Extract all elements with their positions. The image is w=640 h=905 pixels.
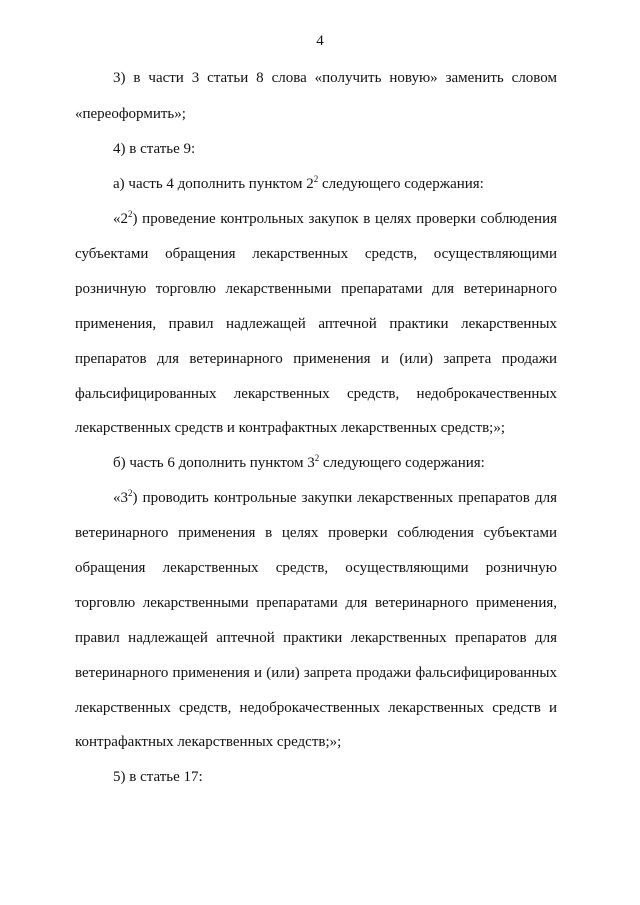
item-4b-intro (75, 453, 557, 473)
item-4b-quote-line-3: обращения лекарственных средств, осуществляющими розничную (75, 560, 557, 576)
item-4a-quote-line-3: розничную торговлю лекарственными препаратами для ветеринарного (75, 281, 557, 297)
item-4b-quote-line-2: ветеринарного применения в целях проверки соблюдения субъектами (75, 525, 557, 541)
item-4a-quote-line-1 (75, 209, 557, 229)
item-4a-intro-superscript: 2 (313, 174, 319, 184)
item-4a-quote-line-5: препаратов для ветеринарного применения и (или) запрета продажи (75, 351, 557, 367)
item-4b-quote-line-1 (75, 488, 557, 508)
item-4a-quote-line-2: субъектами обращения лекарственных средств, осуществляющими (75, 246, 557, 262)
item-5-heading: 5) в статье 17: (113, 769, 203, 785)
item-4b-intro-tail: следующего содержания: (319, 455, 485, 471)
item-4a-quote-superscript: 2 (128, 209, 133, 219)
item-4b-quote-line-8: контрафактных лекарственных средств;»; (75, 734, 342, 750)
item-4a-intro-text: а) часть 4 дополнить пунктом 2 (113, 176, 314, 192)
item-4a-quote-open: «2 (113, 211, 128, 227)
item-3-line-1: 3) в части 3 статьи 8 слова «получить новую» заменить словом (113, 70, 557, 86)
item-4b-quote-line-6: ветеринарного применения и (или) запрета продажи фальсифицированных (75, 665, 557, 681)
item-4-heading: 4) в статье 9: (113, 141, 196, 157)
item-4b-quote-line-4: торговлю лекарственными препаратами для ветеринарного применения, (75, 595, 557, 611)
item-4a-quote-text: ) проведение контрольных закупок в целях проверки соблюдения (132, 211, 557, 227)
item-4b-quote-text: ) проводить контрольные закупки лекарственных препаратов для (132, 490, 557, 506)
page-number: 4 (316, 33, 324, 49)
item-4a-intro-tail: следующего содержания: (318, 176, 484, 192)
item-3-line-2: «переоформить»; (75, 106, 186, 122)
item-4b-intro-superscript: 2 (314, 453, 320, 463)
item-4a-quote-line-6: фальсифицированных лекарственных средств, недоброкачественных (75, 386, 557, 402)
item-4b-quote-superscript: 2 (128, 488, 133, 498)
item-4a-intro (75, 174, 557, 194)
item-4b-quote-line-5: правил надлежащей аптечной практики лекарственных препаратов для (75, 630, 557, 646)
item-4b-intro-text: б) часть 6 дополнить пунктом 3 (113, 455, 315, 471)
item-4b-quote-open: «3 (113, 490, 128, 506)
item-4a-quote-line-7: лекарственных средств и контрафактных лекарственных средств;»; (75, 420, 505, 436)
item-4a-quote-line-4: применения, правил надлежащей аптечной практики лекарственных (75, 316, 557, 332)
item-4b-quote-line-7: лекарственных средств, недоброкачественных лекарственных средств и (75, 700, 557, 716)
